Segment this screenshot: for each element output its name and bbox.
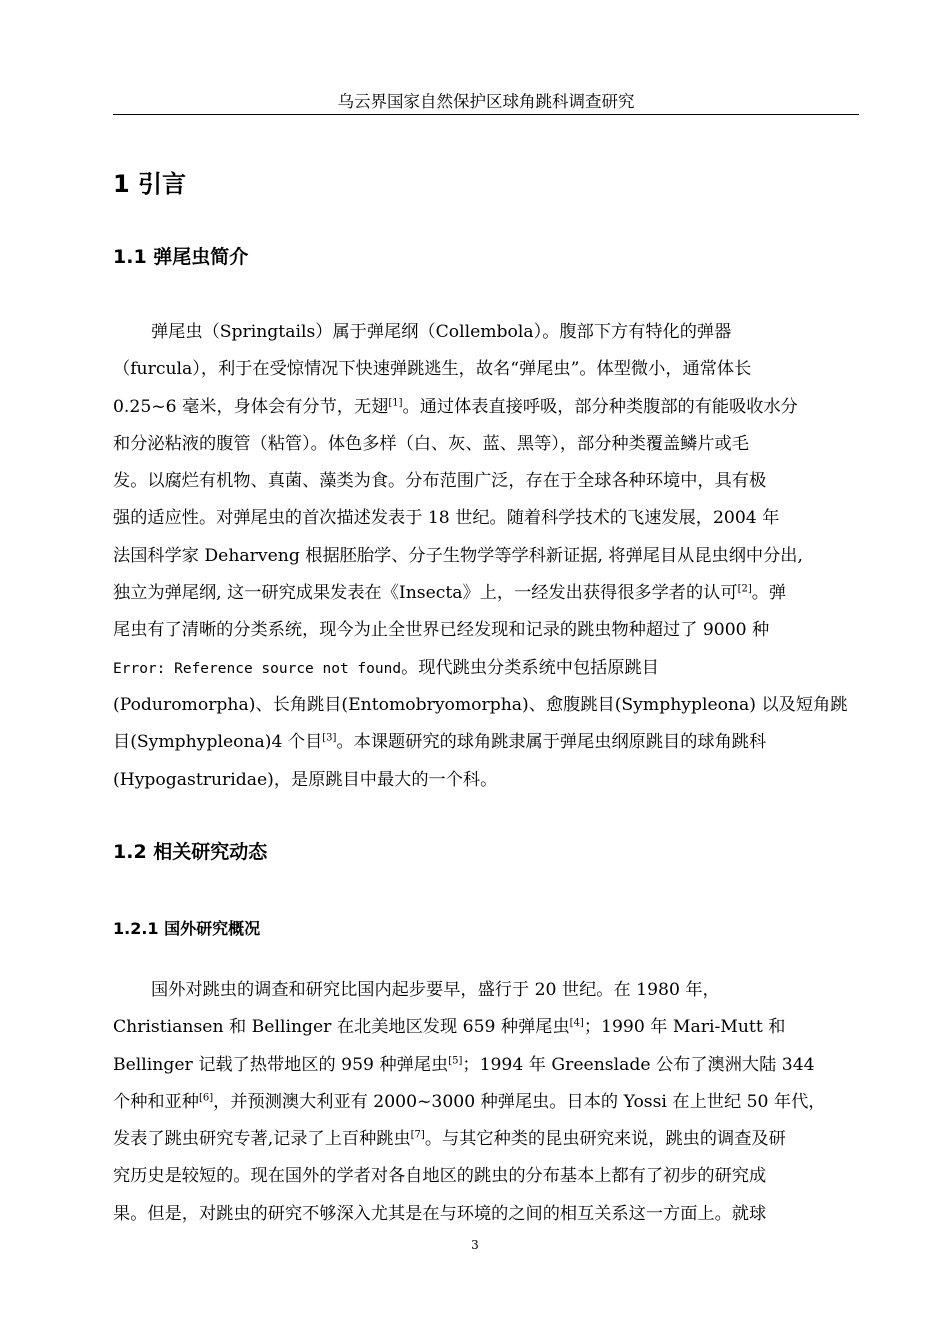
text-line: 和分泌粘液的腹管（粘管）。体色多样（白、灰、蓝、黑等），部分种类覆盖鳞片或毛	[113, 433, 749, 454]
text-line: 法国科学家 Deharveng 根据胚胎学、分子生物学等学科新证据, 将弹尾目从昆虫纲中分出,	[113, 545, 803, 566]
text-line: 尾虫有了清晰的分类系统，现今为止全世界已经发现和记录的跳虫物种超过了 9000 种	[113, 620, 770, 641]
text-line: 独立为弹尾纲, 这一研究成果发表在《Insecta》上，一经发出获得很多学者的认可[2]。弹	[113, 583, 787, 604]
citation-ref: [4]	[569, 1017, 584, 1029]
citation-ref: [6]	[198, 1092, 214, 1104]
section-heading-research-trends: 1.2 相关研究动态	[113, 841, 268, 863]
page-number: 3	[471, 1238, 479, 1252]
paragraph-springtail-intro	[113, 314, 859, 799]
text-line: 发。以腐烂有机物、真菌、藻类为食。分布范围广泛，存在于全球各种环境中，具有极	[113, 471, 767, 492]
text-line: Christiansen 和 Bellinger 在北美地区发现 659 种弹尾虫[4]；1990 年 Mari-Mutt 和	[113, 1017, 786, 1038]
citation-ref: [5]	[448, 1054, 463, 1066]
section-heading-springtail-intro: 1.1 弹尾虫简介	[113, 246, 249, 268]
text-line: 0.25~6 毫米，身体会有分节，无翅[1]。通过体表直接呼吸，部分种类腹部的有能吸收水分	[113, 396, 798, 417]
citation-ref: [2]	[737, 583, 752, 595]
text-line: Error: Reference source not found。现代跳虫分类系统中包括原跳目	[113, 657, 659, 678]
text-line: （furcula），利于在受惊情况下快速弹跳逃生，故名“弹尾虫”。体型微小，通常体长	[113, 359, 752, 380]
text-line: Bellinger 记载了热带地区的 959 种弹尾虫[5]；1994 年 Greenslade 公布了澳洲大陆 344	[113, 1054, 815, 1075]
citation-ref: [1]	[388, 396, 403, 408]
text-line: 国外对跳虫的调查和研究比国内起步要早，盛行于 20 世纪。在 1980 年，	[151, 980, 720, 1000]
text-line: 弹尾虫（Springtails）属于弹尾纲（Collembola）。腹部下方有特化的弹器	[151, 322, 732, 342]
citation-ref: [7]	[410, 1129, 425, 1141]
text-line: 究历史是较短的。现在国外的学者对各自地区的跳虫的分布基本上都有了初步的研究成	[113, 1166, 767, 1187]
text-line: 果。但是，对跳虫的研究不够深入尤其是在与环境的之间的相互关系这一方面上。就球	[113, 1203, 767, 1224]
paragraph-overseas-research	[113, 972, 859, 1233]
text-line: (Hypogastruridae)，是原跳目中最大的一个科。	[113, 769, 498, 790]
broken-reference: Error: Reference source not found	[113, 660, 402, 677]
section-heading-introduction: 1 引言	[113, 170, 187, 198]
running-header: 乌云界国家自然保护区球角跳科调查研究	[113, 90, 859, 115]
text-line: (Poduromorpha)、长角跳目(Entomobryomorpha)、愈腹跳目(Symphypleona) 以及短角跳	[113, 694, 848, 715]
subsection-heading-overseas-research: 1.2.1 国外研究概况	[113, 919, 261, 938]
text-line: 目(Symphypleona)4 个目[3]。本课题研究的球角跳隶属于弹尾虫纲原跳目的球角跳科	[113, 732, 767, 753]
text-line: 个种和亚种[6]，并预测澳大利亚有 2000~3000 种弹尾虫。日本的 Yossi 在上世纪 50 年代，	[113, 1091, 826, 1112]
text-line: 发表了跳虫研究专著,记录了上百种跳虫[7]。与其它种类的昆虫研究来说，跳虫的调查及研	[113, 1129, 786, 1150]
text-line: 强的适应性。对弹尾虫的首次描述发表于 18 世纪。随着科学技术的飞速发展，2004 年	[113, 508, 780, 529]
citation-ref: [3]	[322, 732, 337, 744]
